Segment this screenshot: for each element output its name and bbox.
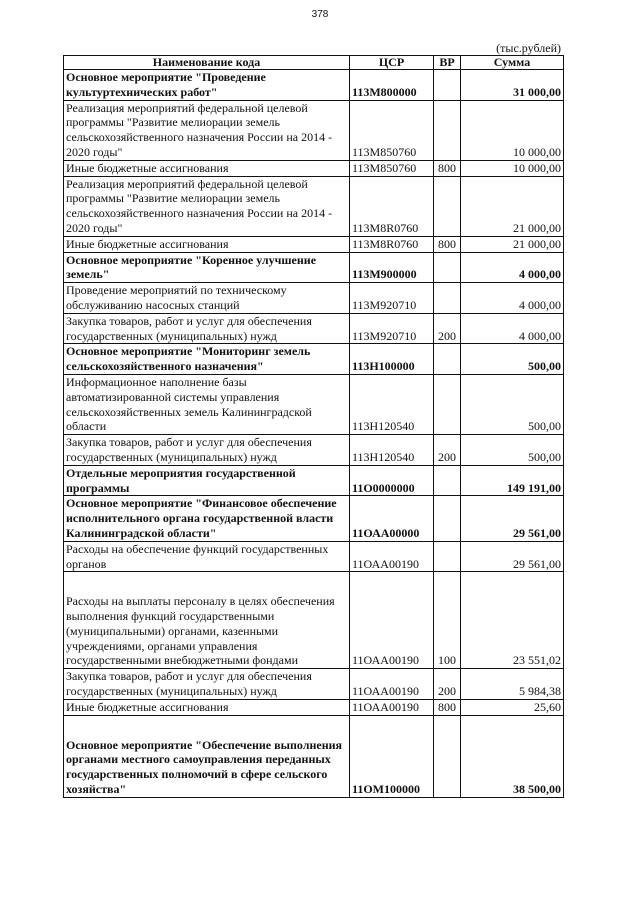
table-body xyxy=(64,70,564,798)
row-csr-cell: 113М850760 xyxy=(350,160,434,176)
row-csr-cell: 11ОАА00190 xyxy=(350,541,434,572)
row-vr-cell xyxy=(434,541,461,572)
table-row xyxy=(64,313,564,344)
table-row xyxy=(64,236,564,252)
row-csr-cell: 113Н100000 xyxy=(350,344,434,375)
row-name-cell: Закупка товаров, работ и услуг для обеспечения государственных (муниципальных) нужд xyxy=(64,435,350,466)
row-sum-cell: 10 000,00 xyxy=(461,100,564,160)
row-sum-cell: 29 561,00 xyxy=(461,496,564,541)
row-name-cell: Основное мероприятие "Обеспечение выполнения органами местного самоуправления переданных государственных полномочий в сфере сельского хозяйства" xyxy=(64,715,350,797)
row-vr-cell: 800 xyxy=(434,699,461,715)
header-sum: Сумма xyxy=(461,56,564,70)
table-row xyxy=(64,465,564,496)
table-row xyxy=(64,176,564,236)
row-vr-cell xyxy=(434,344,461,375)
table-row xyxy=(64,496,564,541)
row-name-cell: Закупка товаров, работ и услуг для обеспечения государственных (муниципальных) нужд xyxy=(64,313,350,344)
table-row xyxy=(64,283,564,314)
row-sum-cell: 4 000,00 xyxy=(461,313,564,344)
table-header-row xyxy=(64,56,564,70)
table-row xyxy=(64,572,564,669)
row-name-cell: Расходы на выплаты персоналу в целях обеспечения выполнения функций государственными (муниципальными) органами, казенными учреждениями, органами управления государственными внебюджетными фондами xyxy=(64,572,350,669)
row-vr-cell: 800 xyxy=(434,236,461,252)
row-sum-cell: 500,00 xyxy=(461,435,564,466)
row-name-cell: Иные бюджетные ассигнования xyxy=(64,236,350,252)
row-sum-cell: 149 191,00 xyxy=(461,465,564,496)
row-sum-cell: 4 000,00 xyxy=(461,252,564,283)
row-name-cell: Проведение мероприятий по техническому обслуживанию насосных станций xyxy=(64,283,350,314)
row-csr-cell: 113М8R0760 xyxy=(350,176,434,236)
row-name-cell: Реализация мероприятий федеральной целевой программы "Развитие мелиорации земель сельскохозяйственного назначения России на 2014 - 2020 годы" xyxy=(64,100,350,160)
table-row xyxy=(64,344,564,375)
row-sum-cell: 21 000,00 xyxy=(461,236,564,252)
row-csr-cell: 11ОАА00190 xyxy=(350,669,434,700)
table-row xyxy=(64,699,564,715)
table-row xyxy=(64,100,564,160)
row-csr-cell: 113М8R0760 xyxy=(350,236,434,252)
row-vr-cell: 200 xyxy=(434,669,461,700)
row-sum-cell: 25,60 xyxy=(461,699,564,715)
row-csr-cell: 113М920710 xyxy=(350,283,434,314)
row-name-cell: Основное мероприятие "Финансовое обеспечение исполнительного органа государственной власти Калининградской области" xyxy=(64,496,350,541)
row-name-cell: Основное мероприятие "Мониторинг земель сельскохозяйственного назначения" xyxy=(64,344,350,375)
table-row xyxy=(64,715,564,797)
row-sum-cell: 38 500,00 xyxy=(461,715,564,797)
row-name-cell: Основное мероприятие "Проведение культуртехнических работ" xyxy=(64,70,350,101)
header-name: Наименование кода xyxy=(64,56,350,70)
table-row xyxy=(64,435,564,466)
row-vr-cell: 200 xyxy=(434,313,461,344)
row-vr-cell xyxy=(434,176,461,236)
row-csr-cell: 11ОАА00000 xyxy=(350,496,434,541)
table-row xyxy=(64,70,564,101)
row-name-cell: Информационное наполнение базы автоматизированной системы управления сельскохозяйственных земель Калининградской области xyxy=(64,374,350,434)
row-vr-cell xyxy=(434,70,461,101)
header-vr: ВР xyxy=(434,56,461,70)
row-sum-cell: 500,00 xyxy=(461,374,564,434)
row-sum-cell: 23 551,02 xyxy=(461,572,564,669)
row-vr-cell: 100 xyxy=(434,572,461,669)
row-name-cell: Закупка товаров, работ и услуг для обеспечения государственных (муниципальных) нужд xyxy=(64,669,350,700)
row-csr-cell: 11О0000000 xyxy=(350,465,434,496)
row-name-cell: Иные бюджетные ассигнования xyxy=(64,699,350,715)
row-csr-cell: 11ОАА00190 xyxy=(350,572,434,669)
row-csr-cell: 113Н120540 xyxy=(350,435,434,466)
row-name-cell: Иные бюджетные ассигнования xyxy=(64,160,350,176)
row-sum-cell: 29 561,00 xyxy=(461,541,564,572)
row-vr-cell xyxy=(434,283,461,314)
row-name-cell: Отдельные мероприятия государственной программы xyxy=(64,465,350,496)
row-name-cell: Основное мероприятие "Коренное улучшение земель" xyxy=(64,252,350,283)
row-csr-cell: 113М850760 xyxy=(350,100,434,160)
table-row xyxy=(64,252,564,283)
row-csr-cell: 113М920710 xyxy=(350,313,434,344)
row-name-cell: Расходы на обеспечение функций государственных органов xyxy=(64,541,350,572)
row-vr-cell xyxy=(434,465,461,496)
row-vr-cell xyxy=(434,374,461,434)
row-csr-cell: 11ОАА00190 xyxy=(350,699,434,715)
table-row xyxy=(64,669,564,700)
table-row xyxy=(64,541,564,572)
row-vr-cell: 800 xyxy=(434,160,461,176)
row-csr-cell: 11ОМ100000 xyxy=(350,715,434,797)
row-sum-cell: 5 984,38 xyxy=(461,669,564,700)
table-row xyxy=(64,160,564,176)
row-csr-cell: 113Н120540 xyxy=(350,374,434,434)
row-sum-cell: 21 000,00 xyxy=(461,176,564,236)
row-csr-cell: 113М900000 xyxy=(350,252,434,283)
row-sum-cell: 10 000,00 xyxy=(461,160,564,176)
row-sum-cell: 31 000,00 xyxy=(461,70,564,101)
row-name-cell: Реализация мероприятий федеральной целевой программы "Развитие мелиорации земель сельскохозяйственного назначения России на 2014 - 2020 годы" xyxy=(64,176,350,236)
row-csr-cell: 113М800000 xyxy=(350,70,434,101)
row-vr-cell xyxy=(434,100,461,160)
budget-table xyxy=(63,55,564,798)
row-vr-cell xyxy=(434,496,461,541)
units-label: (тыс.рублей) xyxy=(496,41,561,55)
row-sum-cell: 4 000,00 xyxy=(461,283,564,314)
row-vr-cell xyxy=(434,252,461,283)
page-number: 378 xyxy=(311,9,329,20)
row-vr-cell: 200 xyxy=(434,435,461,466)
row-sum-cell: 500,00 xyxy=(461,344,564,375)
table-row xyxy=(64,374,564,434)
header-csr: ЦСР xyxy=(350,56,434,70)
row-vr-cell xyxy=(434,715,461,797)
